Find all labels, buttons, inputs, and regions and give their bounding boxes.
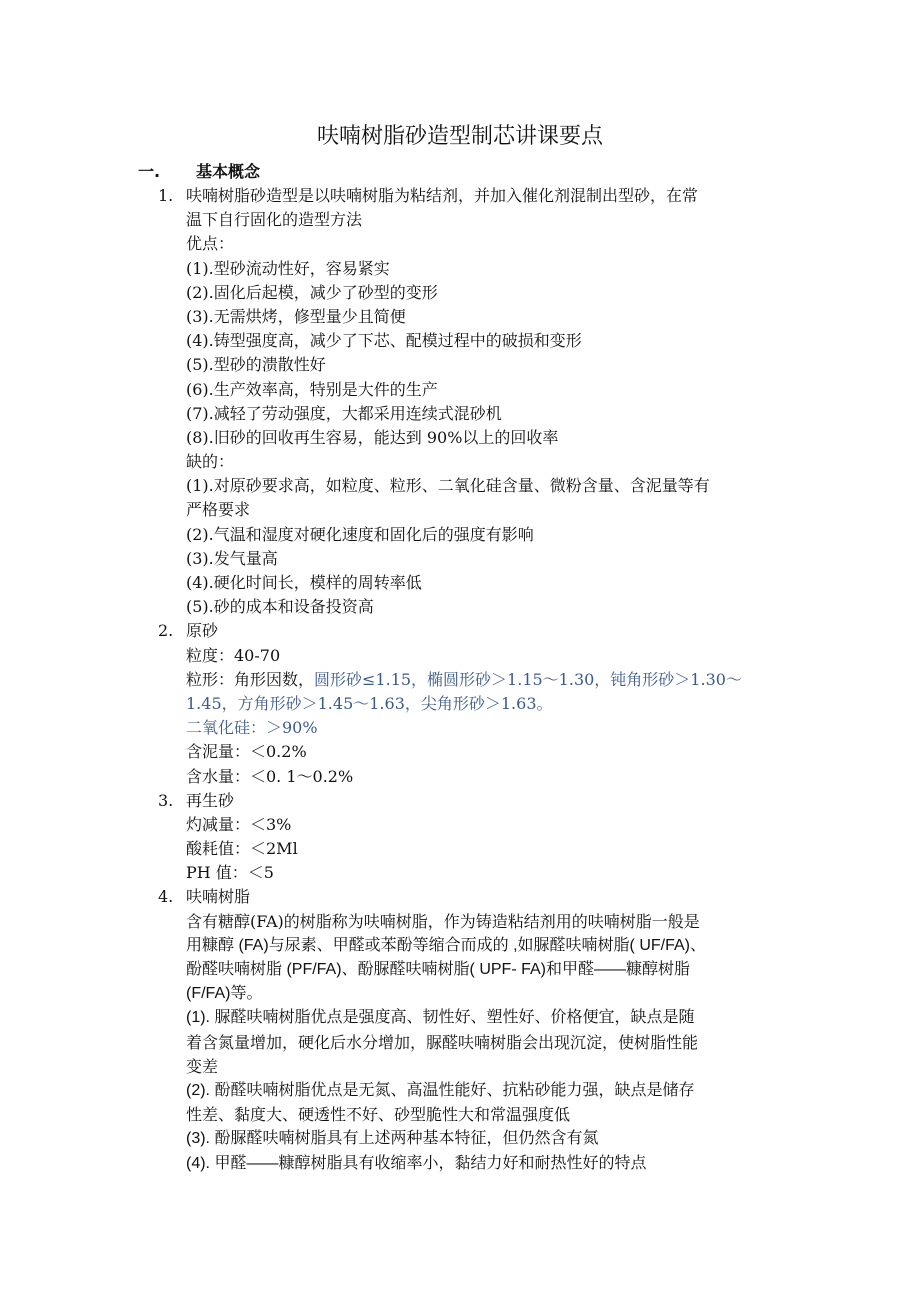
- grain-shape: [186, 668, 790, 692]
- list-marker: 2.: [158, 621, 174, 641]
- disadvantage-item: (2).气温和湿度对硬化速度和固化后的强度有影响: [186, 524, 534, 544]
- list-item-reclaimed-sand: [0, 789, 790, 886]
- text-line: 性差、黏度大、硬透性不好、砂型脆性大和常温强度低: [186, 1105, 571, 1125]
- item-heading: 原砂: [186, 621, 219, 641]
- text-line: 酚醛呋喃树脂 (PF/FA)、酚脲醛呋喃树脂( UPF- FA)和甲醛——糠醇树脂: [186, 961, 690, 978]
- advantage-item: (4).铸型强度高，减少了下芯、配模过程中的破损和变形: [186, 331, 582, 351]
- section-content: [0, 184, 920, 1176]
- section-title: 基本概念: [196, 162, 261, 181]
- text-line: 着含氮量增加，硬化后水分增加，脲醛呋喃树脂会出现沉淀，使树脂性能: [186, 1032, 699, 1052]
- text-line: 温下自行固化的造型方法: [186, 210, 363, 230]
- text-line: (4). 甲醛——糠醇树脂具有收缩率小，黏结力好和耐热性好的特点: [186, 1154, 647, 1172]
- grain-shape-values-cont: 1.45，方角形砂＞1.45～1.63，尖角形砂＞1.63。: [186, 693, 553, 713]
- ph-value: PH 值：＜5: [186, 863, 274, 883]
- silica-content: 二氧化硅：＞90%: [186, 718, 318, 738]
- disadvantage-item: (4).硬化时间长，模样的周转率低: [186, 573, 422, 592]
- advantage-item: (6).生产效率高，特别是大件的生产: [186, 379, 438, 399]
- disadvantages-label: 缺的：: [186, 452, 235, 472]
- grain-size: 粒度：40-70: [186, 645, 281, 665]
- loss-on-ignition: 灼减量：＜3%: [186, 814, 292, 834]
- text-line: (F/FA)等。: [186, 985, 263, 1003]
- section-heading: [138, 160, 260, 184]
- advantage-item: (2).固化后起模，减少了砂型的变形: [186, 282, 438, 302]
- text-line: 呋喃树脂砂造型是以呋喃树脂为粘结剂，并加入催化剂混制出型砂，在常: [186, 186, 699, 205]
- section-number: 一.: [138, 162, 161, 181]
- list-item-basic-definition: [0, 184, 790, 619]
- text-line: (1). 脲醛呋喃树脂优点是强度高、韧性好、塑性好、价格便宜，缺点是随: [186, 1009, 695, 1027]
- item-heading: 再生砂: [186, 790, 235, 810]
- text-line: 含有糖醇(FA)的树脂称为呋喃树脂，作为铸造粘结剂用的呋喃树脂一般是: [186, 911, 700, 931]
- advantage-item: (1).型砂流动性好，容易紧实: [186, 258, 390, 278]
- text-line: 用糠醇 (FA)与尿素、甲醛或苯酚等缩合而成的 ,如脲醛呋喃树脂( UF/FA)、: [186, 936, 706, 954]
- acid-demand: 酸耗值：＜2Ml: [186, 839, 298, 859]
- advantage-item: (7).减轻了劳动强度，大都采用连续式混砂机: [186, 403, 502, 423]
- advantages-label: 优点：: [186, 234, 235, 254]
- list-marker: 3.: [158, 790, 174, 810]
- grain-shape-values: 圆形砂≤1.15，椭圆形砂＞1.15～1.30，钝角形砂＞1.30～: [314, 669, 742, 689]
- item-heading: 呋喃树脂: [186, 887, 251, 907]
- grain-shape-label: 粒形：角形因数，: [186, 669, 315, 689]
- list-marker: 4.: [158, 887, 174, 907]
- disadvantage-item: 严格要求: [186, 500, 251, 520]
- list-item-furan-resin: [0, 885, 790, 1175]
- water-content: 含水量：＜0. 1～0.2%: [186, 766, 354, 786]
- disadvantage-item: (3).发气量高: [186, 548, 278, 568]
- text-line: (3). 酚脲醛呋喃树脂具有上述两种基本特征，但仍然含有氮: [186, 1130, 599, 1148]
- list-marker: 1.: [158, 186, 174, 205]
- advantage-item: (3).无需烘烤，修型量少且简便: [186, 306, 406, 326]
- advantage-item: (8).旧砂的回收再生容易，能达到 90%以上的回收率: [186, 427, 559, 447]
- list-item-raw-sand: [0, 619, 790, 788]
- text-line: (2). 酚醛呋喃树脂优点是无氮、高温性能好、抗粘砂能力强，缺点是储存: [186, 1081, 695, 1099]
- advantage-item: (5).型砂的溃散性好: [186, 355, 326, 375]
- page-title: 呋喃树脂砂造型制芯讲课要点: [316, 124, 603, 149]
- clay-content: 含泥量：＜0.2%: [186, 742, 307, 762]
- disadvantage-item: (5).砂的成本和设备投资高: [186, 597, 374, 617]
- disadvantage-item: (1).对原砂要求高，如粒度、粒形、二氧化硅含量、微粉含量、含泥量等有: [186, 476, 710, 496]
- text-line: 变差: [186, 1056, 219, 1076]
